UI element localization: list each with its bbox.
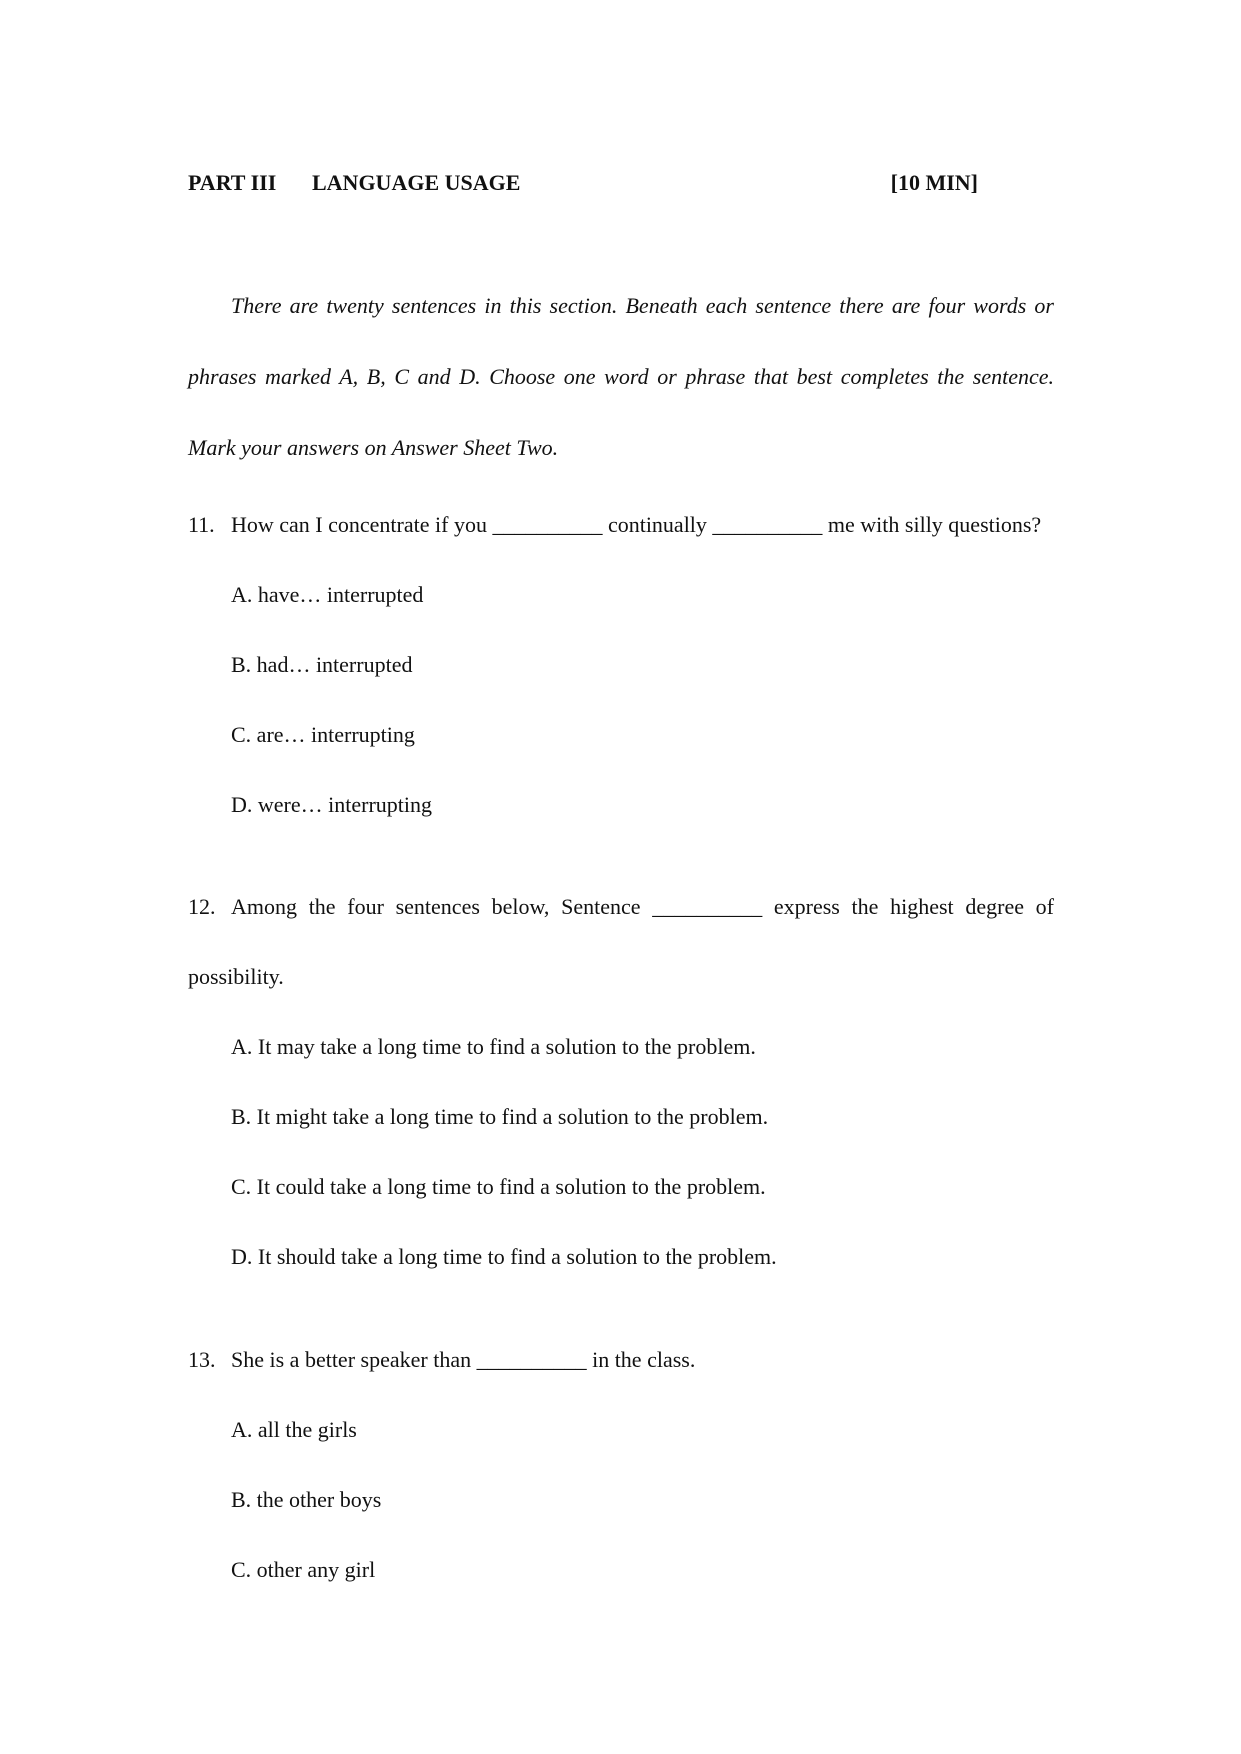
time-limit: [10 MIN] [890, 170, 978, 195]
question-11-option-d[interactable]: D. were… interrupting [231, 792, 432, 817]
question-number: 13. [188, 1347, 216, 1372]
question-text: She is a better speaker than __________ in the class. [231, 1347, 696, 1372]
question-text: How can I concentrate if you __________ continually __________ me with silly questions? [231, 512, 1042, 537]
section-header [188, 170, 978, 200]
question-12-option-b[interactable]: B. It might take a long time to find a solution to the problem. [231, 1104, 769, 1129]
question-11-option-c[interactable]: C. are… interrupting [231, 722, 415, 747]
section-title: LANGUAGE USAGE [312, 170, 521, 195]
question-text: Among the four sentences below, Sentence __________ express the highest degree of [231, 894, 1054, 919]
question-12-option-c[interactable]: C. It could take a long time to find a solution to the problem. [231, 1174, 766, 1199]
question-number: 12. [188, 894, 216, 919]
question-11-option-a[interactable]: A. have… interrupted [231, 582, 424, 607]
question-12-option-a[interactable]: A. It may take a long time to find a solution to the problem. [231, 1034, 756, 1059]
question-13-option-c[interactable]: C. other any girl [231, 1557, 376, 1582]
question-number: 11. [188, 512, 215, 537]
instructions: There are twenty sentences in this section. Beneath each sentence there are four words or phrases marked A, B, C and D. Choose one word or phrase that best completes the sentence. Mark your answers on Answer Sheet Two. [188, 293, 1054, 460]
part-label: PART III [188, 170, 277, 195]
question-12-stem-line1 [188, 894, 1054, 920]
question-11-stem [188, 512, 1041, 538]
question-12-option-d[interactable]: D. It should take a long time to find a solution to the problem. [231, 1244, 777, 1269]
question-12-stem-line2: possibility. [188, 964, 284, 989]
question-13-option-a[interactable]: A. all the girls [231, 1417, 357, 1442]
question-11-option-b[interactable]: B. had… interrupted [231, 652, 413, 677]
question-13-stem [188, 1347, 695, 1373]
question-13-option-b[interactable]: B. the other boys [231, 1487, 382, 1512]
